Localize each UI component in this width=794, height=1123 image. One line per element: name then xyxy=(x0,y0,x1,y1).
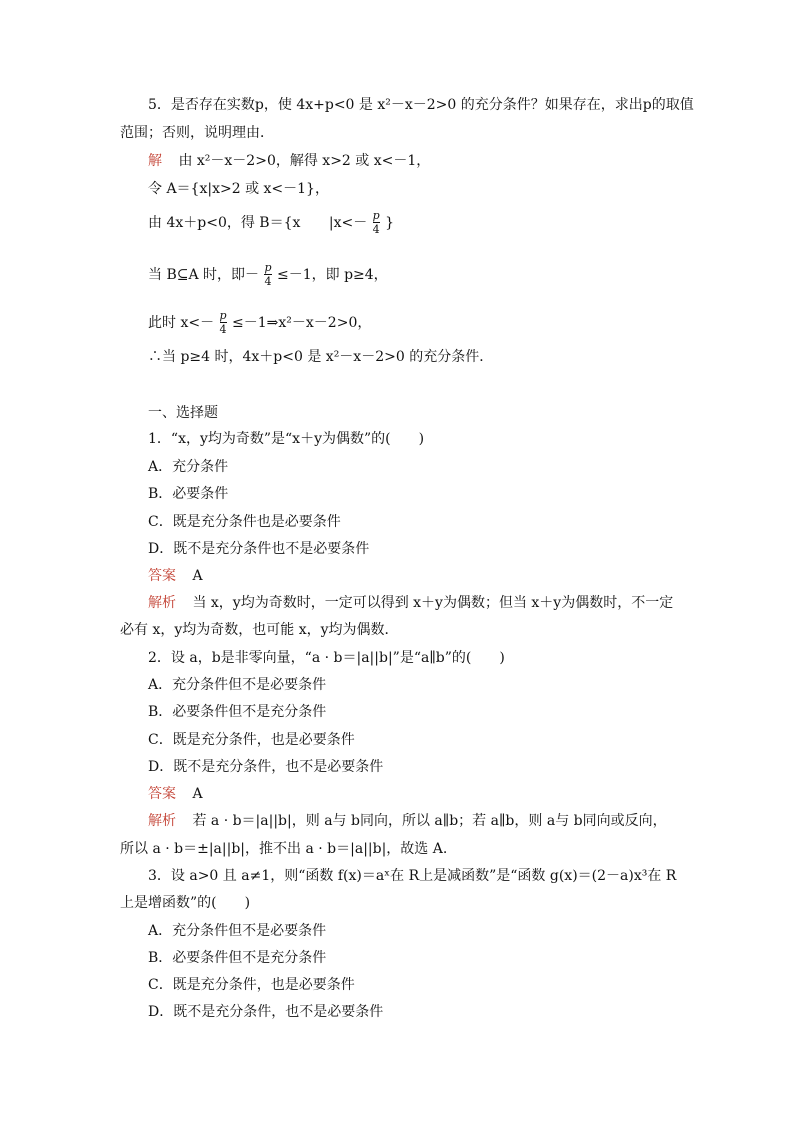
step3-pre: 由 4x＋p<0，得 B＝{x xyxy=(148,215,301,231)
fraction-denominator: 4 xyxy=(372,223,380,236)
q1-option-b: B．必要条件 xyxy=(148,486,229,502)
q1-stem: 1．“x，y均为奇数”是“x＋y为偶数”的( ) xyxy=(148,431,425,447)
step4-pre: 当 B⊆A 时，即－ xyxy=(148,267,260,283)
q3-option-d: D．既不是充分条件，也不是必要条件 xyxy=(148,1004,384,1020)
fraction-p-over-4 xyxy=(220,310,227,336)
q1-option-a: A．充分条件 xyxy=(148,459,229,475)
fraction-denominator: 4 xyxy=(219,323,227,336)
q2-answer-line xyxy=(148,785,203,803)
section-title: 一、选择题 xyxy=(148,405,218,421)
q2-option-c: C．既是充分条件，也是必要条件 xyxy=(148,732,355,748)
q1-analysis-label: 解析 xyxy=(148,595,176,611)
step5-post: ≤－1⇒x²－x－2>0， xyxy=(232,315,372,331)
q2-analysis-text1: 若 a · b＝|a||b|，则 a与 b同向，所以 a∥b；若 a∥b，则 a与 b同向或反向， xyxy=(192,813,667,829)
solution-step-4 xyxy=(148,262,388,288)
solution-label: 解 xyxy=(148,153,162,169)
q1-option-d: D．既不是充分条件也不是必要条件 xyxy=(148,541,370,557)
fraction-numerator: p xyxy=(219,309,227,322)
solution-step-3 xyxy=(148,210,394,236)
fraction-p-over-4 xyxy=(264,262,271,288)
step4-post: ≤－1，即 p≥4， xyxy=(276,267,388,283)
fraction-denominator: 4 xyxy=(264,275,272,288)
problem-5-stem-line1: 5．是否存在实数p，使 4x+p<0 是 x²－x－2>0 的充分条件？如果存在，求出p的取值 xyxy=(148,97,694,113)
fraction-numerator: p xyxy=(372,209,380,222)
q2-option-b: B．必要条件但不是充分条件 xyxy=(148,704,327,720)
q1-analysis-line1 xyxy=(148,594,673,612)
problem-5-stem-line2: 范围；否则，说明理由． xyxy=(120,125,274,141)
q2-stem: 2．设 a，b是非零向量，“a · b＝|a||b|”是“a∥b”的( ) xyxy=(148,650,505,666)
solution-conclusion: ∴当 p≥4 时，4x＋p<0 是 x²－x－2>0 的充分条件． xyxy=(148,349,494,365)
q2-answer: A xyxy=(192,786,203,802)
q2-analysis-line1 xyxy=(148,812,667,830)
q3-option-b: B．必要条件但不是充分条件 xyxy=(148,950,327,966)
q1-option-c: C．既是充分条件也是必要条件 xyxy=(148,514,341,530)
q1-analysis-text1: 当 x，y均为奇数时，一定可以得到 x＋y为偶数；但当 x＋y为偶数时，不一定 xyxy=(192,595,674,611)
q3-option-a: A．充分条件但不是必要条件 xyxy=(148,923,327,939)
q2-option-d: D．既不是充分条件，也不是必要条件 xyxy=(148,759,384,775)
solution-step-2: 令 A＝{x|x>2 或 x<－1}， xyxy=(148,181,329,197)
q1-answer-line xyxy=(148,567,203,585)
q2-answer-label: 答案 xyxy=(148,786,176,802)
solution-step-5 xyxy=(148,310,371,336)
q1-answer-label: 答案 xyxy=(148,568,176,584)
step5-pre: 此时 x<－ xyxy=(148,315,215,331)
q2-analysis-label: 解析 xyxy=(148,813,176,829)
fraction-p-over-4 xyxy=(373,210,380,236)
solution-step-1: 由 x²－x－2>0，解得 x>2 或 x<－1， xyxy=(178,153,431,169)
step3-post: } xyxy=(385,215,395,231)
q2-option-a: A．充分条件但不是必要条件 xyxy=(148,677,327,693)
q3-option-c: C．既是充分条件，也是必要条件 xyxy=(148,977,355,993)
solution-line-1 xyxy=(148,152,430,170)
q2-analysis-line2: 所以 a · b＝±|a||b|，推不出 a · b＝|a||b|，故选 A. xyxy=(120,841,448,857)
step3-mid: |x<－ xyxy=(328,215,368,231)
q3-stem-line2: 上是增函数”的( ) xyxy=(120,895,251,911)
fraction-numerator: p xyxy=(264,261,272,274)
q3-stem-line1: 3．设 a>0 且 a≠1，则“函数 f(x)＝aˣ在 R上是减函数”是“函数 g(x)＝(2－a)x³在 R xyxy=(148,868,677,884)
q1-answer: A xyxy=(192,568,203,584)
q1-analysis-line2: 必有 x，y均为奇数，也可能 x，y均为偶数． xyxy=(120,622,399,638)
